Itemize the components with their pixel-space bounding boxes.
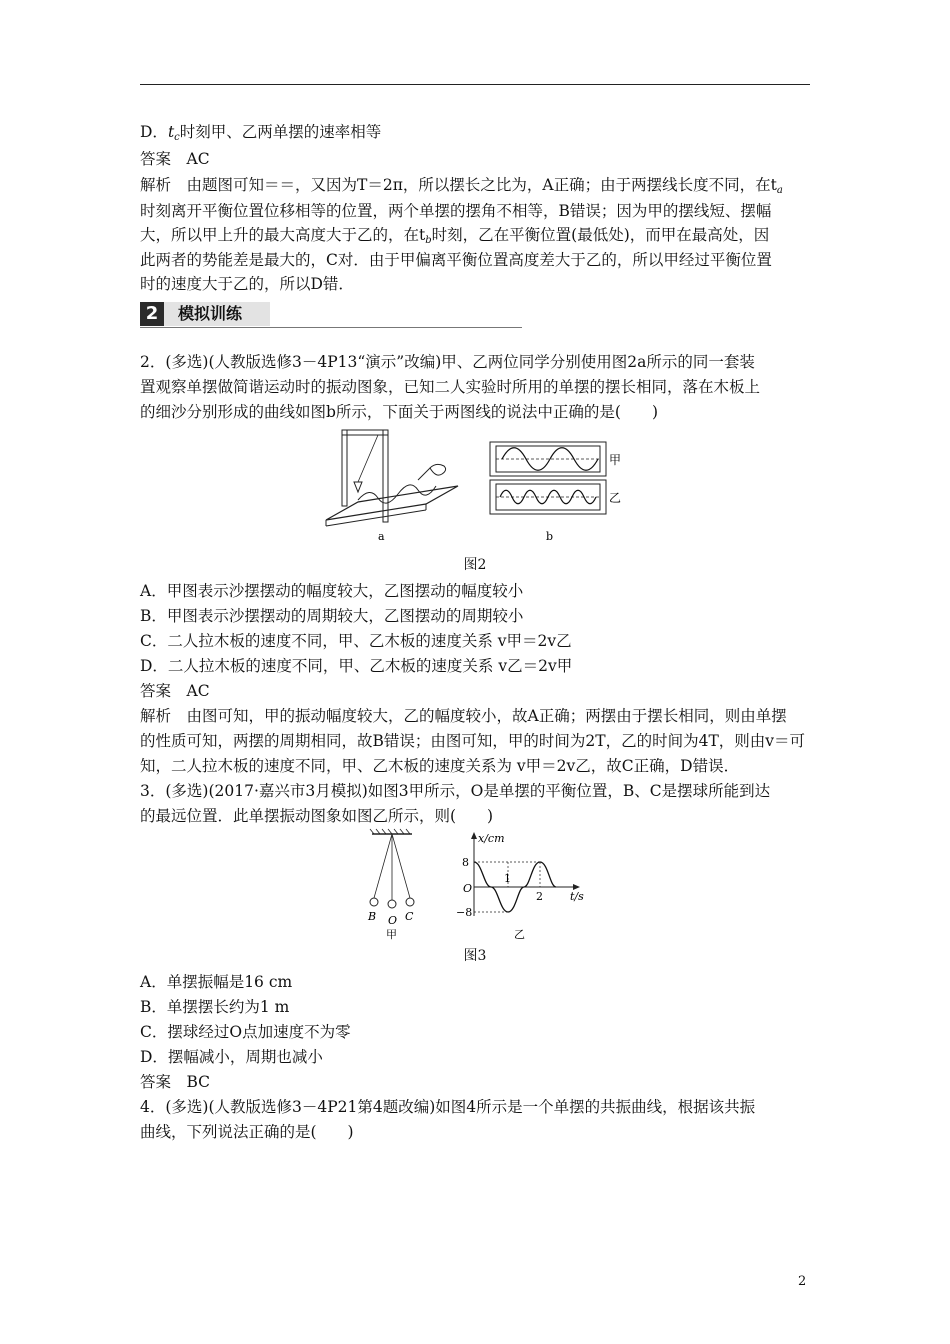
q2-analysis-line: 知，二人拉木板的速度不同，甲、乙木板的速度关系为 v甲＝2v乙，故C正确，D错误．: [140, 757, 740, 775]
fig3-label-jia: 甲: [386, 928, 397, 940]
fig3-origin-label: O: [463, 882, 473, 895]
figure-3-yi-graph: [452, 830, 592, 942]
section-header: [140, 302, 522, 328]
fig3-x-axis-label: t/s: [570, 890, 584, 903]
q1-answer: 答案 AC: [140, 150, 210, 168]
q2-analysis-line: 的性质可知，两摆的周期相同，故B错误；由图可知，甲的时间为2T，乙的时间为4T，则由v＝可: [140, 732, 806, 750]
section-number: 2: [140, 302, 164, 326]
page-number: 2: [798, 1274, 807, 1289]
fig2-label-b: b: [546, 530, 554, 543]
fig3-label-C: C: [405, 910, 414, 923]
fig2-label-jia: 甲: [609, 453, 622, 467]
section-title: 模拟训练: [178, 304, 243, 323]
q2-stem-line: 置观察单摆做简谐运动时的振动图象，已知二人实验时所用的单摆的摆长相同，落在木板上: [140, 378, 761, 396]
q4-stem-line: 曲线，下列说法正确的是( ): [140, 1123, 354, 1141]
q1-option-d: D．$t_c$时刻甲、乙两单摆的速率相等: [140, 123, 382, 143]
q2-answer: 答案 AC: [140, 682, 210, 700]
q2-option-d: D．二人拉木板的速度不同，甲、乙木板的速度关系 v乙＝2v甲: [140, 657, 573, 675]
q2-stem-line: 的细沙分别形成的曲线如图b所示，下面关于两图线的说法中正确的是( ): [140, 403, 659, 421]
section-underline: [140, 327, 522, 328]
q4-stem-line: 4．(多选)(人教版选修3－4P21第4题改编)如图4所示是一个单摆的共振曲线，根据该共振: [140, 1098, 756, 1116]
q2-option-a: A．甲图表示沙摆摆动的幅度较大，乙图摆动的幅度较小: [140, 582, 524, 600]
q2-stem-line: 2．(多选)(人教版选修3－4P13“演示”改编)甲、乙两位同学分别使用图2a所示的同一套装: [140, 353, 755, 371]
fig3-label-yi: 乙: [514, 928, 525, 941]
header-rule: [140, 84, 810, 85]
q1-analysis-line: 时刻离开平衡位置位移相等的位置，两个单摆的摆角不相等，B错误；因为甲的摆线短、摆幅: [140, 202, 772, 220]
q1-analysis-line: 此两者的势能差是最大的，C对．由于甲偏离平衡位置高度差大于乙的，所以甲经过平衡位置: [140, 251, 772, 269]
fig3-tick-y-pos: 8: [462, 856, 469, 869]
q3-option-b: B．单摆摆长约为1 m: [140, 998, 290, 1016]
figure-3-caption: 图3: [463, 948, 487, 964]
q3-option-a: A．单摆振幅是16 cm: [140, 973, 293, 991]
fig3-tick-t2: 2: [536, 890, 543, 903]
fig3-label-O: O: [388, 914, 398, 927]
figure-2-caption: 图2: [463, 557, 487, 573]
fig3-label-B: B: [368, 910, 377, 923]
q2-analysis-line: 解析 由图可知，甲的振动幅度较大，乙的幅度较小，故A正确；两摆由于摆长相同，则由单摆: [140, 707, 787, 725]
fig2-label-yi: 乙: [609, 491, 622, 505]
q3-stem-line: 的最远位置．此单摆振动图象如图乙所示，则( ): [140, 807, 494, 825]
fig3-tick-t1: 1: [504, 872, 511, 885]
fig2-label-a: a: [378, 530, 385, 543]
figure-2b-curves: [488, 440, 628, 550]
q3-option-d: D．摆幅减小，周期也减小: [140, 1048, 323, 1066]
q1-analysis-line: 解析 由题图可知＝＝，又因为T＝2π，所以摆长之比为，A正确；由于两摆线长度不同，在$t_a$: [140, 176, 783, 196]
figure-2a-sand-pendulum: [318, 420, 468, 550]
q3-answer: 答案 BC: [140, 1073, 211, 1091]
q3-option-c: C．摆球经过O点加速度不为零: [140, 1023, 351, 1041]
figure-3-jia-pendulum: [360, 828, 430, 940]
q2-option-c: C．二人拉木板的速度不同，甲、乙木板的速度关系 v甲＝2v乙: [140, 632, 572, 650]
fig3-y-axis-label: x/cm: [478, 832, 505, 845]
q2-option-b: B．甲图表示沙摆摆动的周期较大，乙图摆动的周期较小: [140, 607, 524, 625]
fig3-tick-y-neg: −8: [456, 906, 473, 919]
q3-stem-line: 3．(多选)(2017·嘉兴市3月模拟)如图3甲所示，O是单摆的平衡位置，B、C是摆球所能到达: [140, 782, 771, 800]
q1-analysis-line: 大，所以甲上升的最大高度大于乙的，在$t_b$时刻，乙在平衡位置(最低处)，而甲在最高处，因: [140, 226, 770, 246]
q1-analysis-line: 时的速度大于乙的，所以D错．: [140, 275, 354, 293]
